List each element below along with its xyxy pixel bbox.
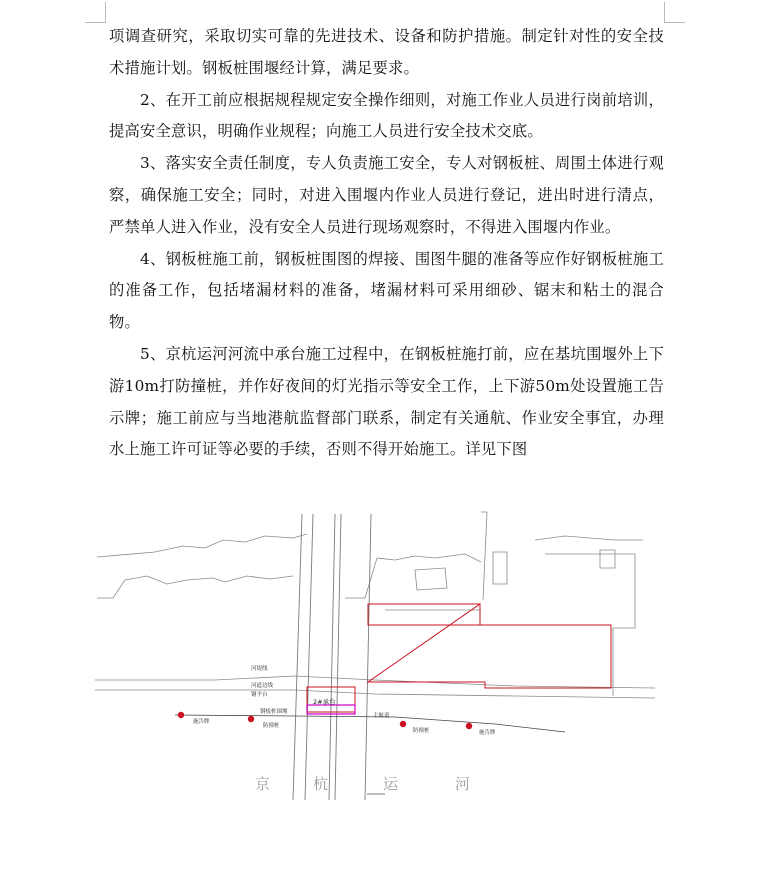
upstream-pile-marker <box>248 716 254 722</box>
page-corner-mark-top-left <box>85 2 106 23</box>
paragraph-2: 2、在开工前应根据规程规定安全操作细则，对施工作业人员进行岗前培训，提高安全意识，明确作业规程；向施工人员进行安全技术交底。 <box>109 90 664 141</box>
label-levee: 河堤线 <box>251 666 268 672</box>
site-plan-figure <box>95 510 655 810</box>
body-text <box>109 21 664 466</box>
river-name <box>255 775 470 793</box>
paragraph-4: 4、钢板桩施工前，钢板桩围图的焊接、围图牛腿的准备等应作好钢板桩施工的准备工作，包括堵漏材料的准备，堵漏材料可采用细砂、锯末和粘土的混合物。 <box>109 249 664 332</box>
paragraph-3: 3、落实安全责任制度，专人负责施工安全，专人对钢板桩、周围土体进行观察，确保施工安全；同时，对进入围堰内作业人员进行登记，进出时进行清点，严禁单人进入作业，没有安全人员进行现场观察时，不得进入围堰内作业。 <box>109 154 664 236</box>
river-char-1: 京 <box>255 775 271 793</box>
label-platform: 钢平台 <box>251 692 268 698</box>
label-downstream-sign: 施告牌 <box>479 730 496 736</box>
river-char-3: 运 <box>383 775 399 793</box>
construction-zone <box>307 604 611 712</box>
label-upstream-sign: 施告牌 <box>193 719 210 725</box>
downstream-sign-marker <box>466 723 472 729</box>
downstream-pile-marker <box>400 721 406 727</box>
flow-line <box>175 715 565 732</box>
label-sheet-pile: 钢板桩围堰 <box>260 709 288 715</box>
figure-labels <box>193 664 496 736</box>
river-char-2: 杭 <box>313 775 329 793</box>
label-cap: 2#承台 <box>313 698 336 706</box>
label-river-edge: 河道边线 <box>251 683 274 689</box>
upstream-sign-marker <box>178 712 184 718</box>
page-corner-mark-top-right <box>664 2 685 23</box>
paragraph-5: 5、京杭运河河流中承台施工过程中，在钢板桩施打前，应在基坑围堰外上下游10m打防撞桩，并作好夜间的灯光指示等安全工作，上下游50m处设置施工告示牌；施工前应与当地港航监督部门联系，制定有关通航、作业安全事宜，办理水上施工许可证等必要的手续，否则不得开始施工。详见下图 <box>109 344 664 459</box>
paragraph-1: 项调查研究，采取切实可靠的先进技术、设备和防护措施。制定针对性的安全技术措施计划。钢板桩围堰经计算，满足要求。 <box>109 27 664 77</box>
river-char-4: 河 <box>455 775 471 793</box>
background-linework <box>95 512 655 698</box>
bridge-lines <box>293 514 371 800</box>
label-downstream-pile: 防撞桩 <box>413 728 430 734</box>
label-flow: 主航道 <box>373 713 390 719</box>
label-upstream-pile: 防撞桩 <box>263 723 280 729</box>
